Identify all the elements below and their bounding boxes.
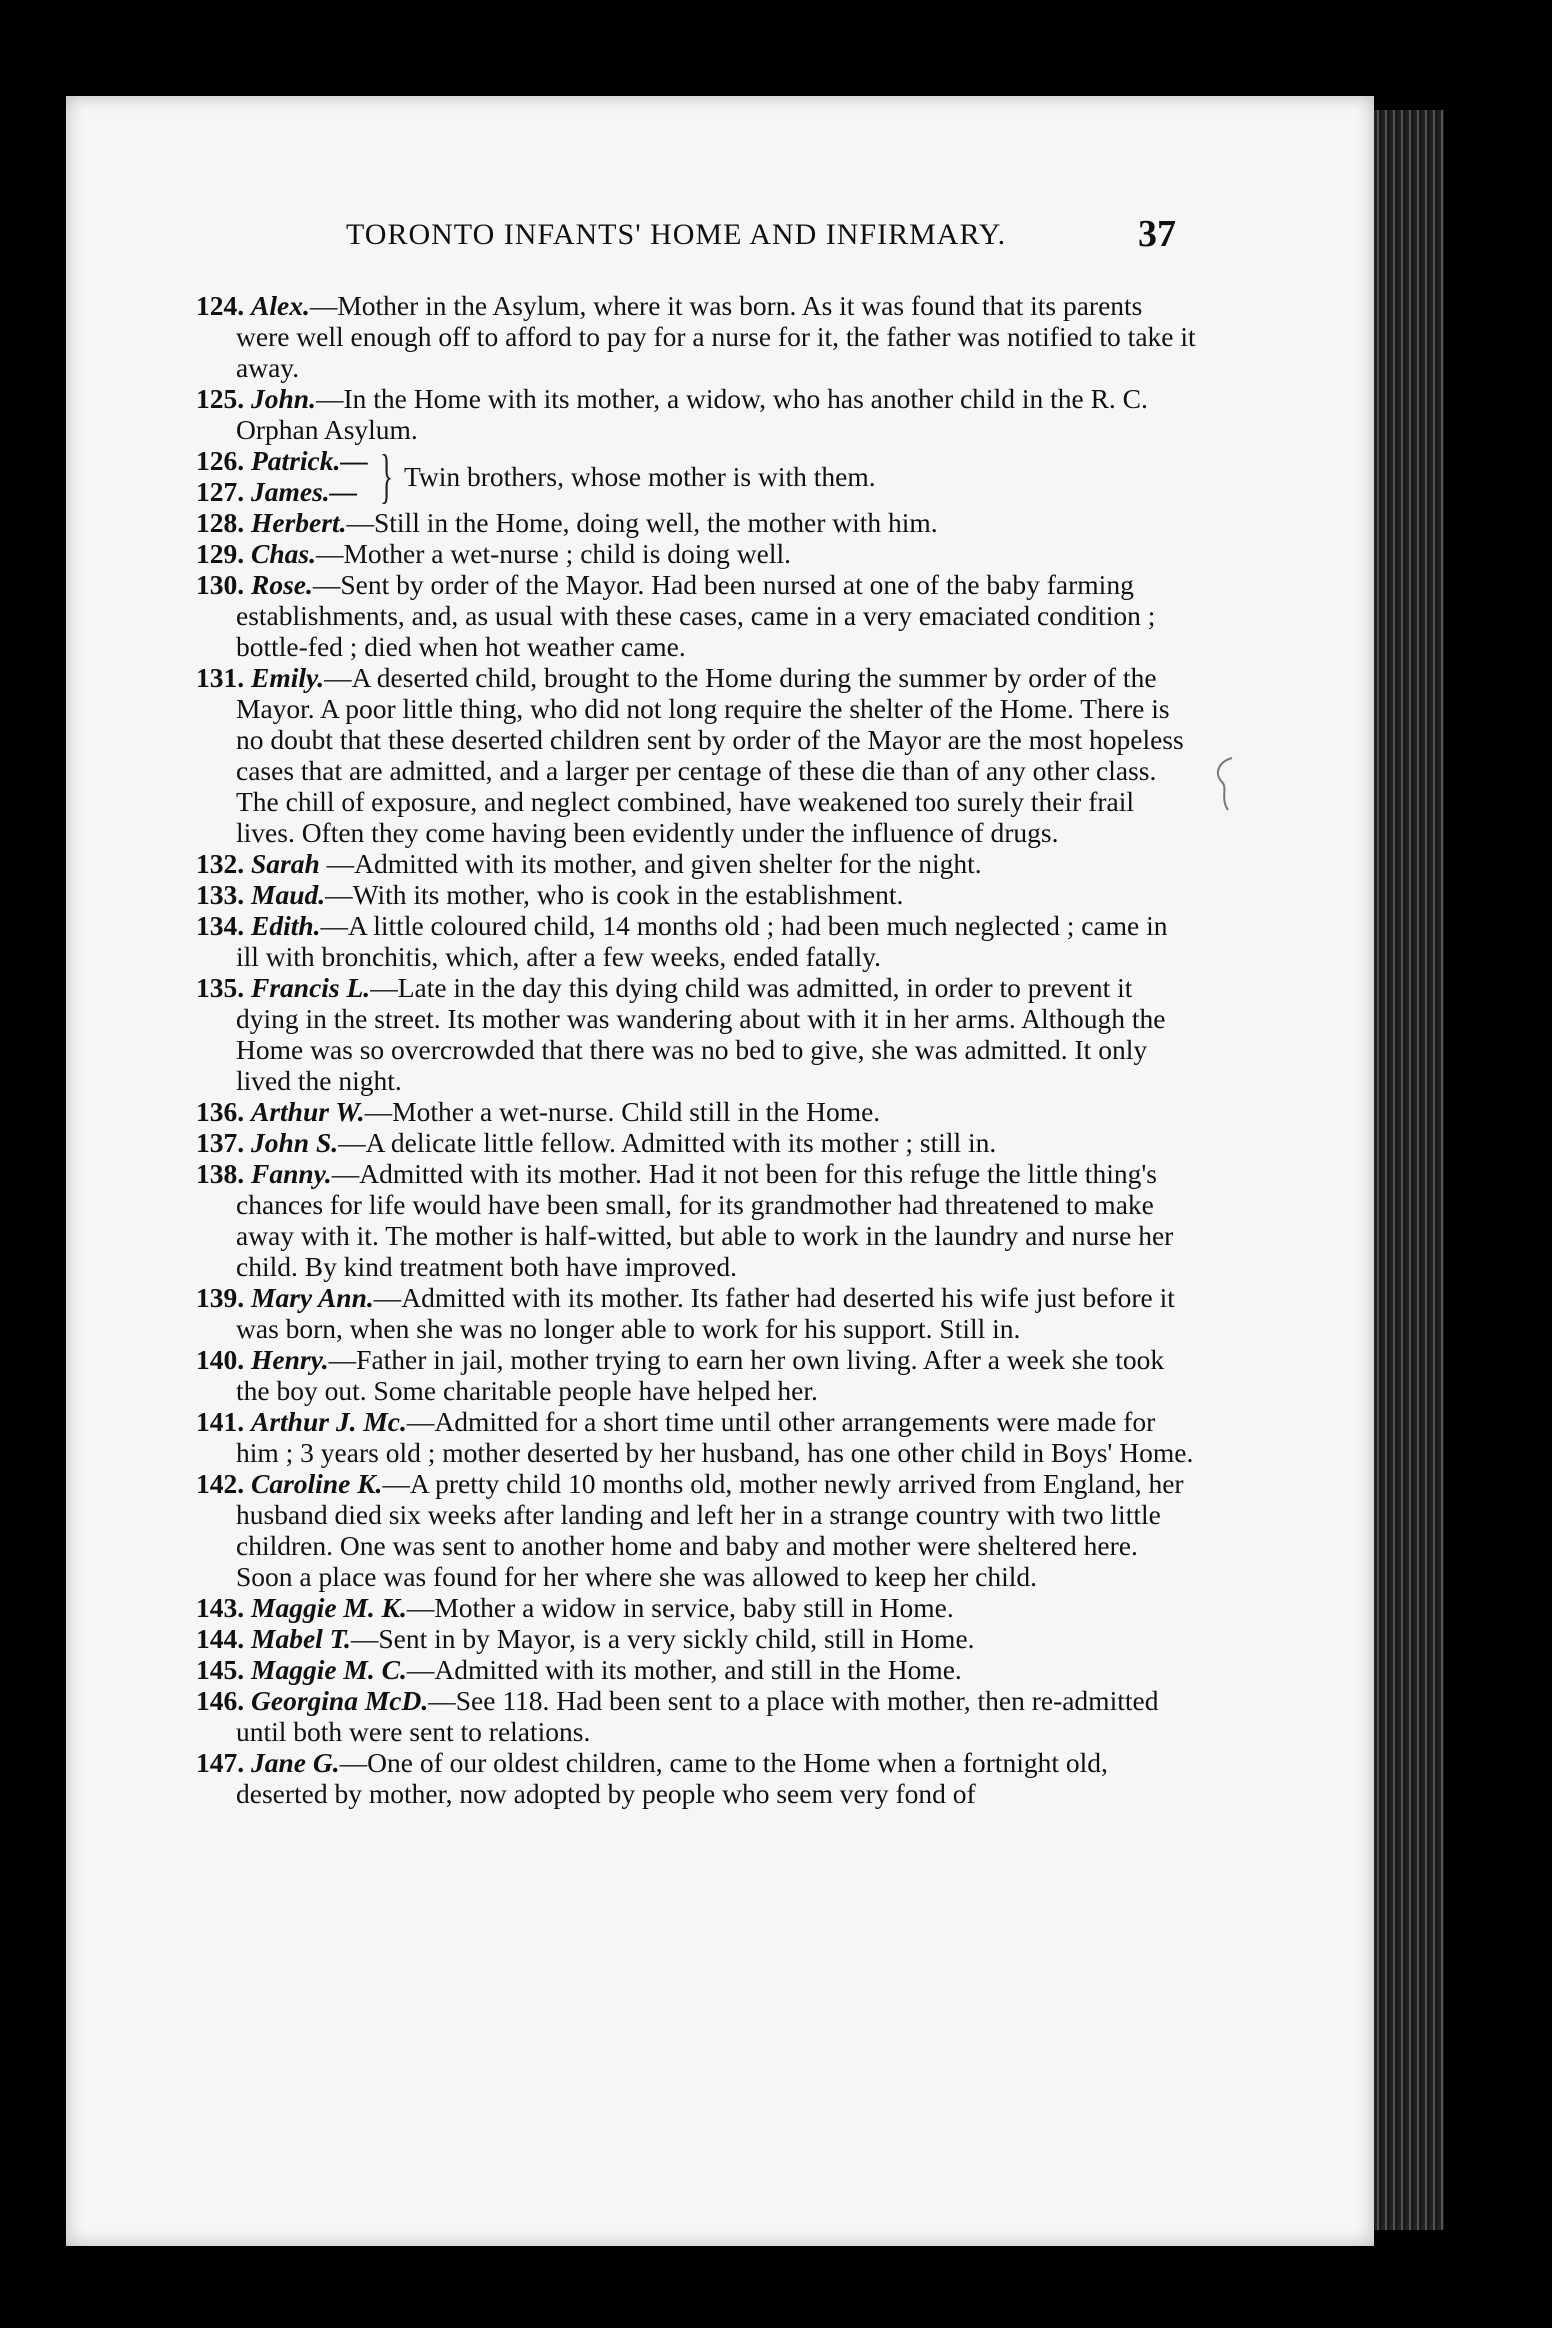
- entry-number: 133.: [196, 879, 245, 910]
- entry-text: —Mother in the Asylum, where it was born. As it was found that its parents were well enough off to afford to pay for a nurse for it, the father was notified to take it away.: [236, 290, 1196, 383]
- entry-name: Jane G.: [251, 1747, 340, 1778]
- entry-124: [196, 290, 1196, 383]
- entry-129: [196, 538, 1196, 569]
- entry-text: —Admitted with its mother, and still in the Home.: [406, 1654, 962, 1685]
- entry-name: Georgina McD.: [251, 1685, 429, 1716]
- entry-number: 147.: [196, 1747, 245, 1778]
- entry-text: —Admitted with its mother. Its father had deserted his wife just before it was born, when she was no longer able to work for his support. Still in.: [236, 1282, 1175, 1344]
- entry-number: 140.: [196, 1344, 245, 1375]
- entry-text: —Admitted for a short time until other arrangements were made for him ; 3 years old ; mother deserted by her husband, has one other child in Boys' Home.: [236, 1406, 1194, 1468]
- entry-name: James.—: [251, 476, 358, 507]
- entry-text: —A deserted child, brought to the Home during the summer by order of the Mayor. A poor little thing, who did not long require the shelter of the Home. There is no doubt that these deserted children sent by order of the Mayor are the most hopeless cases that are admitted, and a larger per centage of these die than of any other class. The chill of exposure, and neglect combined, have weakened too surely their frail lives. Often they come having been evidently under the influence of drugs.: [236, 662, 1184, 848]
- entry-141: [196, 1406, 1196, 1468]
- entry-144: [196, 1623, 1196, 1654]
- entry-name: Francis L.: [251, 972, 371, 1003]
- entry-134: [196, 910, 1196, 972]
- header-title: TORONTO INFANTS' HOME AND INFIRMARY.: [346, 218, 1007, 251]
- entry-number: 137.: [196, 1127, 245, 1158]
- entry-name: Maggie M. K.: [251, 1592, 407, 1623]
- entry-text: —A pretty child 10 months old, mother newly arrived from England, her husband died six weeks after landing and left her in a strange country with two little children. One was sent to another home and baby and mother were sheltered here. Soon a place was found for her where she was allowed to keep her child.: [236, 1468, 1184, 1592]
- entry-number: 142.: [196, 1468, 245, 1499]
- entry-number: 144.: [196, 1623, 245, 1654]
- running-header: [346, 213, 1176, 266]
- entry-text: —A delicate little fellow. Admitted with its mother ; still in.: [338, 1127, 997, 1158]
- entry-number: 134.: [196, 910, 245, 941]
- twin-line-127: [196, 476, 357, 507]
- entry-name: Henry.: [251, 1344, 329, 1375]
- entry-125: [196, 383, 1196, 445]
- entry-139: [196, 1282, 1196, 1344]
- entry-number: 146.: [196, 1685, 245, 1716]
- entry-name: Mabel T.: [251, 1623, 351, 1654]
- entry-text: —A little coloured child, 14 months old ; had been much neglected ; came in ill with bronchitis, which, after a few weeks, ended fatally.: [236, 910, 1168, 972]
- entry-137: [196, 1127, 1196, 1158]
- entry-text: —Sent by order of the Mayor. Had been nursed at one of the baby farming establishments, and, as usual with these cases, came in a very emaciated condition ; bottle-fed ; died when hot weather came.: [236, 569, 1156, 662]
- entry-name: John.: [251, 383, 316, 414]
- entry-128: [196, 507, 1196, 538]
- entry-number: 127.: [196, 476, 245, 507]
- entry-text: —Mother a wet-nurse ; child is doing well.: [315, 538, 792, 569]
- entry-name: Sarah: [251, 848, 320, 879]
- entry-name: Maggie M. C.: [251, 1654, 407, 1685]
- entry-130: [196, 569, 1196, 662]
- entry-136: [196, 1096, 1196, 1127]
- entry-name: Emily.: [251, 662, 325, 693]
- entry-name: Mary Ann.: [251, 1282, 374, 1313]
- entry-text: —In the Home with its mother, a widow, who has another child in the R. C. Orphan Asylum.: [236, 383, 1148, 445]
- entry-number: 143.: [196, 1592, 245, 1623]
- brace-glyph: }: [380, 443, 393, 509]
- entry-name: Caroline K.: [251, 1468, 383, 1499]
- entry-number: 139.: [196, 1282, 245, 1313]
- entry-text: —Mother a widow in service, baby still in Home.: [406, 1592, 954, 1623]
- entry-number: 136.: [196, 1096, 245, 1127]
- entry-name: John S.: [251, 1127, 339, 1158]
- entry-name: Chas.: [251, 538, 316, 569]
- entry-number: 145.: [196, 1654, 245, 1685]
- entry-number: 128.: [196, 507, 245, 538]
- entry-text: —With its mother, who is cook in the establishment.: [325, 879, 904, 910]
- entry-name: Arthur W.: [251, 1096, 365, 1127]
- entry-143: [196, 1592, 1196, 1623]
- entry-text: —See 118. Had been sent to a place with mother, then re-admitted until both were sent to relations.: [236, 1685, 1159, 1747]
- entry-number: 131.: [196, 662, 245, 693]
- entry-145: [196, 1654, 1196, 1685]
- entry-number: 124.: [196, 290, 245, 321]
- entry-142: [196, 1468, 1196, 1592]
- twin-line-126: [196, 445, 368, 476]
- entry-140: [196, 1344, 1196, 1406]
- entry-name: Arthur J. Mc.: [251, 1406, 407, 1437]
- entry-text: —Still in the Home, doing well, the mother with him.: [346, 507, 938, 538]
- entry-number: 141.: [196, 1406, 245, 1437]
- entry-text: —Admitted with its mother, and given shelter for the night.: [319, 848, 982, 879]
- entry-133: [196, 879, 1196, 910]
- pencil-margin-mark: [1210, 754, 1240, 814]
- entry-number: 138.: [196, 1158, 245, 1189]
- entry-147: [196, 1747, 1196, 1809]
- entry-name: Alex.: [251, 290, 310, 321]
- entry-name: Patrick.—: [251, 445, 368, 476]
- entry-number: 132.: [196, 848, 245, 879]
- entry-135: [196, 972, 1196, 1096]
- entry-text: —Sent in by Mayor, is a very sickly child, still in Home.: [350, 1623, 975, 1654]
- entry-number: 126.: [196, 445, 245, 476]
- entry-text: —Father in jail, mother trying to earn her own living. After a week she took the boy out. Some charitable people have helped her.: [236, 1344, 1165, 1406]
- entry-text: —Late in the day this dying child was admitted, in order to prevent it dying in the street. Its mother was wandering about with it in her arms. Although the Home was so overcrowded that there was no bed to give, she was admitted. It only lived the night.: [236, 972, 1166, 1096]
- entry-name: Maud.: [251, 879, 326, 910]
- entry-name: Edith.: [251, 910, 321, 941]
- entry-number: 129.: [196, 538, 245, 569]
- entry-number: 135.: [196, 972, 245, 1003]
- entry-131: [196, 662, 1196, 848]
- entry-number: 130.: [196, 569, 245, 600]
- entry-text: —One of our oldest children, came to the Home when a fortnight old, deserted by mother, now adopted by people who seem very fond of: [236, 1747, 1108, 1809]
- entry-146: [196, 1685, 1196, 1747]
- entry-126-127-twins: [196, 445, 1196, 507]
- entry-number: 125.: [196, 383, 245, 414]
- page-number: 37: [1138, 213, 1176, 255]
- entry-132: [196, 848, 1196, 879]
- entry-name: Rose.: [251, 569, 313, 600]
- book-page-edges: [1374, 110, 1444, 2230]
- entry-text: Twin brothers, whose mother is with them.: [404, 461, 876, 492]
- entry-name: Herbert.: [251, 507, 347, 538]
- entry-138: [196, 1158, 1196, 1282]
- entry-name: Fanny.: [251, 1158, 332, 1189]
- page-body: [196, 290, 1196, 1809]
- entry-text: —Mother a wet-nurse. Child still in the Home.: [364, 1096, 881, 1127]
- entry-text: —Admitted with its mother. Had it not been for this refuge the little thing's chances for life would have been small, for its grandmother had threatened to make away with it. The mother is half-witted, but able to work in the laundry and nurse her child. By kind treatment both have improved.: [236, 1158, 1174, 1282]
